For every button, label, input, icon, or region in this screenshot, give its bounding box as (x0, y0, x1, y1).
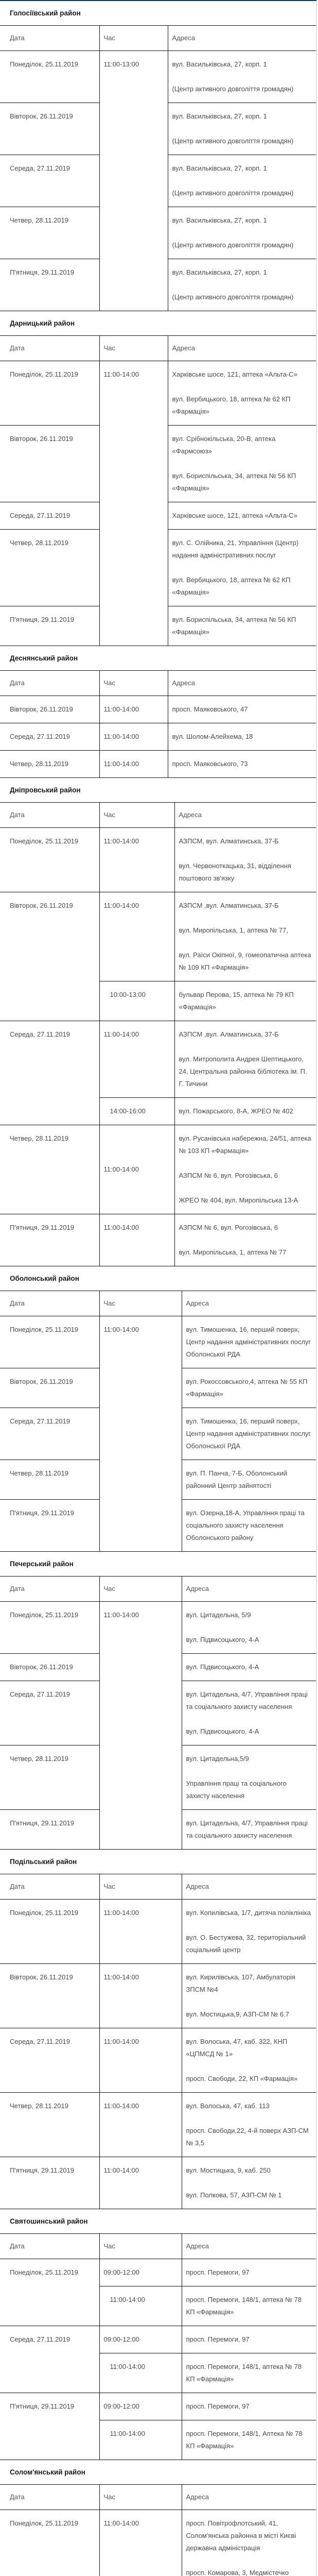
address-line: вул. Цитадельна, 4/7, Управління праці та соціального захисту населення (186, 1688, 312, 1713)
time-cell: 11:00-14:00 (99, 828, 174, 892)
table-row (0, 1900, 316, 1964)
table-header-row (0, 2234, 316, 2259)
address-line: вул. Тимошенка, 16, перший поверх, Центр надання адміністративних послуг Оболонської РДА (186, 1324, 312, 1361)
header-date: Дата (0, 1577, 99, 1602)
address-cell (182, 1500, 316, 1552)
address-line: вул. Рокоссовського,4, аптека № 55 КП «Фармація» (186, 1376, 312, 1400)
address-cell (168, 751, 316, 778)
address-cell (168, 530, 316, 606)
district-title: Дарницький район (0, 311, 316, 336)
schedule-table (0, 1874, 316, 2209)
address-cell (174, 828, 316, 892)
header-address: Адреса (168, 26, 316, 51)
header-date: Дата (0, 1291, 99, 1316)
address-line: вул. Бориспільська, 34, аптека № 56 КП «Фармація» (172, 470, 312, 495)
address-cell (174, 1214, 316, 1266)
header-address: Адреса (168, 671, 316, 696)
address-line: просп. Перемоги, 148/1, Аптека № 78 КП «Фармація» (186, 2428, 312, 2452)
address-line: просп. Перемоги, 148/1, аптека № 78 КП «Фармація» (186, 2361, 312, 2385)
date-cell: Вівторок, 26.11.2019 (0, 892, 99, 1021)
table-header-row (0, 1874, 316, 1900)
header-address: Адреса (182, 2234, 316, 2259)
schedule-table (0, 803, 316, 1266)
date-cell: Четвер, 28.11.2019 (0, 751, 99, 778)
address-cell (168, 502, 316, 530)
address-cell (182, 2393, 316, 2420)
time-cell: 10:00-13:00 (99, 981, 174, 1021)
address-line: вул. П. Панча, 7-Б, Оболонський районний Центр зайнятості (186, 1467, 312, 1492)
header-address: Адреса (182, 1291, 316, 1316)
address-line: вул. Миропільська, 1, аптека № 77, (179, 924, 312, 937)
address-line: ЖРЕО № 404, вул. Миропільська 13-А (179, 1194, 312, 1207)
header-time: Час (99, 1577, 182, 1602)
address-line: вул. Підвисоцького, 4-А (186, 1661, 312, 1673)
address-line: просп. Комарова, 3, Медмістечко (186, 2567, 312, 2576)
address-line: вул. Озерна,18-А, Управління праці та соціального захисту населення Оболонського району (186, 1507, 312, 1544)
table-row (0, 1021, 316, 1098)
address-cell (168, 696, 316, 723)
address-line: просп. Перемоги, 97 (186, 2333, 312, 2346)
time-cell: 11:00-14:00 (99, 1214, 174, 1266)
date-cell: Вівторок, 26.11.2019 (0, 696, 99, 723)
date-cell: Середа, 27.11.2019 (0, 723, 99, 751)
address-line: просп. Повітрофлотський, 41, Солом'янська районна в місті Києві державна адміністрація (186, 2517, 312, 2554)
header-time: Час (99, 336, 168, 361)
address-line: Управління праці та соціального захисту населення (186, 1777, 312, 1802)
table-row (0, 361, 316, 426)
district-title: Оболонський район (0, 1266, 316, 1291)
time-cell: 11:00-14:00 (99, 1964, 182, 2028)
time-cell: 11:00-14:00 (99, 1021, 174, 1098)
time-cell: 11:00-14:00 (99, 723, 168, 751)
time-cell: 11:00-13:00 (99, 51, 168, 311)
time-cell: 11:00-14:00 (99, 1125, 174, 1214)
table-row (0, 828, 316, 892)
date-cell: П'ятниця, 29.11.2019 (0, 259, 99, 311)
time-cell: 11:00-14:00 (99, 1602, 182, 1850)
address-cell (182, 1654, 316, 1681)
district-section (0, 1, 316, 311)
address-cell (168, 426, 316, 502)
address-cell (182, 1602, 316, 1654)
district-section (0, 2460, 316, 2576)
address-cell (168, 155, 316, 207)
address-line: (Центр активного довголіття громадян) (172, 291, 312, 303)
address-line: вул. Червоноткацька, 31, відділення поштового зв'язку (179, 860, 312, 885)
date-cell: Понеділок, 25.11.2019 (0, 1316, 99, 1368)
table-row (0, 2028, 316, 2093)
header-address: Адреса (168, 336, 316, 361)
header-address: Адреса (182, 1577, 316, 1602)
address-line: вул. Васильківська, 27, корп. 1 (172, 266, 312, 279)
address-cell (182, 1316, 316, 1368)
header-time: Час (99, 1874, 182, 1900)
schedule-table (0, 671, 316, 778)
table-header-row (0, 803, 316, 828)
header-time: Час (99, 2234, 182, 2259)
address-cell (174, 1021, 316, 1098)
schedule-table (0, 2234, 316, 2460)
district-section (0, 1552, 316, 1850)
address-line: вул. Пожарського, 8-А, ЖРЕО № 402 (179, 1105, 312, 1117)
header-time: Час (99, 671, 168, 696)
address-cell (182, 2259, 316, 2286)
address-cell (168, 259, 316, 311)
address-line: бульвар Перова, 15, аптека № 79 КП «Фармація» (179, 989, 312, 1013)
address-line: просп. Перемоги, 97 (186, 2400, 312, 2413)
table-row (0, 1125, 316, 1214)
header-date: Дата (0, 1874, 99, 1900)
date-cell: Середа, 27.11.2019 (0, 2326, 99, 2393)
address-line: вул. Волоська, 47, каб. 113 (186, 2100, 312, 2112)
date-cell: Четвер, 28.11.2019 (0, 207, 99, 259)
date-cell: Середа, 27.11.2019 (0, 1681, 99, 1745)
address-line: вул. Раїси Окіпної, 9, гомеопатична аптека № 109 КП «Фармація» (179, 949, 312, 974)
address-cell (168, 51, 316, 103)
date-cell: Середа, 27.11.2019 (0, 1408, 99, 1460)
table-row (0, 2157, 316, 2209)
address-cell (182, 2028, 316, 2093)
table-row (0, 1602, 316, 1654)
table-row (0, 751, 316, 778)
table-header-row (0, 26, 316, 51)
date-cell: Четвер, 28.11.2019 (0, 1745, 99, 1810)
address-line: вул. Полкова, 57, АЗП-СМ № 1 (186, 2189, 312, 2201)
header-date: Дата (0, 2234, 99, 2259)
address-line: вул. Підвисоцького, 4-А (186, 1634, 312, 1646)
address-cell (182, 2326, 316, 2353)
address-line: вул. О. Бестужева, 32, територіальний соціальний центр (186, 1931, 312, 1956)
address-line: вул. Шолом-Алейхема, 18 (172, 731, 312, 743)
date-cell: П'ятниця, 29.11.2019 (0, 1500, 99, 1552)
date-cell: П'ятниця, 29.11.2019 (0, 606, 99, 646)
district-section (0, 1266, 316, 1552)
address-cell (174, 892, 316, 981)
address-cell (182, 2510, 316, 2576)
address-line: вул. Миропільська, 1, аптека № 77 (179, 1246, 312, 1259)
address-cell (182, 1964, 316, 2028)
address-line: просп. Перемоги, 97 (186, 2266, 312, 2279)
date-cell: Вівторок, 26.11.2019 (0, 1368, 99, 1408)
address-line: просп. Свободи, 22, КП «Фармація» (186, 2073, 312, 2085)
table-row (0, 2510, 316, 2576)
address-cell (182, 1368, 316, 1408)
address-cell (174, 981, 316, 1021)
address-line: Харківське шосе, 121, аптека «Альта-С» (172, 510, 312, 522)
address-line: вул. Копилівська, 1/7, дитяча поліклініка (186, 1907, 312, 1919)
address-line: вул. Бориспільська, 34, аптека № 56 КП «Фармація» (172, 614, 312, 638)
address-cell (168, 207, 316, 259)
address-cell (182, 1900, 316, 1964)
time-cell: 14:00-16:00 (99, 1098, 174, 1125)
address-line: вул. Цитадельна,5/9 (186, 1753, 312, 1765)
table-row (0, 696, 316, 723)
address-line: (Центр активного довголіття громадян) (172, 239, 312, 251)
date-cell: Вівторок, 26.11.2019 (0, 1964, 99, 2028)
header-address: Адреса (182, 2485, 316, 2510)
address-cell (174, 1125, 316, 1214)
address-line: вул. Цитадельна, 5/9 (186, 1609, 312, 1621)
address-line: (Центр активного довголіття громадян) (172, 83, 312, 95)
address-line: вул. Васильківська, 27, корп. 1 (172, 110, 312, 123)
district-title: Деснянський район (0, 646, 316, 671)
table-row (0, 2326, 316, 2353)
address-cell (174, 1098, 316, 1125)
table-row (0, 1964, 316, 2028)
header-time: Час (99, 26, 168, 51)
district-title: Голосіївський район (0, 1, 316, 26)
address-cell (168, 103, 316, 155)
time-cell: 11:00-14:00 (99, 2157, 182, 2209)
time-cell: 11:00-14:00 (99, 2028, 182, 2093)
date-cell: Понеділок, 25.11.2019 (0, 51, 99, 103)
address-line: Харківське шосе, 121, аптека «Альта-С» (172, 368, 312, 381)
address-line: просп. Маяковського, 47 (172, 703, 312, 716)
time-cell: 11:00-14:00 (99, 696, 168, 723)
address-line: вул. Тимошенка, 16, перший поверх, Центр надання адміністративних послуг Оболонської РДА (186, 1415, 312, 1452)
address-cell (182, 1681, 316, 1745)
time-cell: 11:00-14:00 (99, 2510, 182, 2576)
address-line: вул. Мостицька,9, АЗП-СМ № 6.7 (186, 2008, 312, 2021)
address-line: вул. Русанівська набережна, 24/51, аптека № 103 КП «Фармація» (179, 1132, 312, 1157)
address-line: вул. Підвисоцького, 4-А (186, 1725, 312, 1738)
address-cell (182, 1408, 316, 1460)
header-address: Адреса (182, 1874, 316, 1900)
address-cell (168, 723, 316, 751)
address-cell (182, 2420, 316, 2460)
time-cell: 09:00-12:00 (99, 2326, 182, 2353)
date-cell: Середа, 27.11.2019 (0, 155, 99, 207)
date-cell: Середа, 27.11.2019 (0, 2028, 99, 2093)
table-header-row (0, 2485, 316, 2510)
address-line: вул. Цитадельна, 4/7, Управління праці та соціального захисту населення (186, 1817, 312, 1842)
date-cell: Четвер, 28.11.2019 (0, 1125, 99, 1214)
address-cell (168, 361, 316, 426)
schedule-table (0, 26, 316, 311)
date-cell: П'ятниця, 29.11.2019 (0, 2157, 99, 2209)
header-date: Дата (0, 2485, 99, 2510)
address-line: вул. Васильківська, 27, корп. 1 (172, 162, 312, 175)
table-header-row (0, 1291, 316, 1316)
address-line: вул. Волоська, 47, каб. 322, КНП «ЦПМСД № 1» (186, 2036, 312, 2060)
header-address: Адреса (174, 803, 316, 828)
date-cell: П'ятниця, 29.11.2019 (0, 2393, 99, 2460)
table-row (0, 1316, 316, 1368)
date-cell: П'ятниця, 29.11.2019 (0, 1214, 99, 1266)
address-cell (182, 2286, 316, 2326)
address-line: (Центр активного довголіття громадян) (172, 135, 312, 147)
header-time: Час (99, 2485, 182, 2510)
address-line: просп. Перемоги, 148/1, аптека № 78 КП «Фармація» (186, 2294, 312, 2318)
address-line: вул. Мостицька, 9, каб. 250 (186, 2164, 312, 2177)
time-cell: 11:00-14:00 (99, 2093, 182, 2157)
time-cell: 11:00-14:00 (99, 1900, 182, 1964)
address-line: вул. Митрополита Андрея Шептицького, 24, Центральна районна бібліотека ім. П. Г. Тичини (179, 1053, 312, 1090)
time-cell: 11:00-14:00 (99, 1316, 182, 1552)
address-cell (182, 1745, 316, 1810)
address-line: вул. Срібнокільська, 20-В, аптека «Фармсоюз» (172, 433, 312, 457)
date-cell: Четвер, 28.11.2019 (0, 1460, 99, 1500)
address-cell (182, 1460, 316, 1500)
table-row (0, 51, 316, 103)
table-row (0, 1214, 316, 1266)
district-title: Солом'янський район (0, 2460, 316, 2485)
schedule-table (0, 2485, 316, 2576)
date-cell: Понеділок, 25.11.2019 (0, 1900, 99, 1964)
time-cell: 09:00-12:00 (99, 2393, 182, 2420)
date-cell: Понеділок, 25.11.2019 (0, 361, 99, 426)
header-date: Дата (0, 803, 99, 828)
address-line: АЗПСМ ,вул. Алматинська, 37-Б (179, 1028, 312, 1041)
address-cell (168, 606, 316, 646)
district-section (0, 778, 316, 1266)
address-line: просп. Маяковського, 73 (172, 758, 312, 770)
header-date: Дата (0, 26, 99, 51)
district-title: Дніпровський район (0, 778, 316, 803)
district-title: Подільський район (0, 1850, 316, 1874)
schedule-table (0, 1291, 316, 1552)
address-line: АЗПСМ № 6, вул. Рогозівська, 6 (179, 1222, 312, 1234)
table-header-row (0, 336, 316, 361)
date-cell: Понеділок, 25.11.2019 (0, 828, 99, 892)
address-line: АЗПСМ, вул. Алматинська, 37-Б (179, 835, 312, 848)
address-cell (182, 1810, 316, 1850)
table-header-row (0, 671, 316, 696)
address-line: АЗПСМ № 6, вул. Рогозівська, 6 (179, 1170, 312, 1182)
time-cell: 09:00-12:00 (99, 2259, 182, 2286)
address-line: вул. Кирилівська, 107, Амбулаторія ЗПСМ №4 (186, 1971, 312, 1996)
header-date: Дата (0, 671, 99, 696)
address-cell (182, 2157, 316, 2209)
address-cell (182, 2353, 316, 2393)
date-cell: Середа, 27.11.2019 (0, 1021, 99, 1125)
time-cell: 11:00-14:00 (99, 361, 168, 646)
header-time: Час (99, 803, 174, 828)
schedule-table (0, 1577, 316, 1850)
table-row (0, 2259, 316, 2286)
date-cell: П'ятниця, 29.11.2019 (0, 1810, 99, 1850)
header-time: Час (99, 1291, 182, 1316)
date-cell: Середа, 27.11.2019 (0, 502, 99, 530)
address-line: просп. Свободи,22, 4-й поверх АЗП-СМ № 3,5 (186, 2125, 312, 2149)
date-cell: Вівторок, 26.11.2019 (0, 103, 99, 155)
address-line: вул. С. Олійника, 21, Управління (Центр) надання адміністративних послуг (172, 537, 312, 562)
table-header-row (0, 1577, 316, 1602)
date-cell: Понеділок, 25.11.2019 (0, 1602, 99, 1654)
date-cell: Понеділок, 25.11.2019 (0, 2259, 99, 2326)
date-cell: Вівторок, 26.11.2019 (0, 1654, 99, 1681)
district-section (0, 311, 316, 646)
district-section (0, 2209, 316, 2460)
schedule-table (0, 336, 316, 646)
address-line: вул. Вербицького, 18, аптека № 62 КП «Фармація» (172, 393, 312, 418)
address-line: вул. Васильківська, 27, корп. 1 (172, 214, 312, 227)
date-cell: Вівторок, 26.11.2019 (0, 426, 99, 502)
district-section (0, 646, 316, 778)
time-cell: 11:00-14:00 (99, 892, 174, 981)
district-section (0, 1850, 316, 2209)
date-cell: Понеділок, 25.11.2019 (0, 2510, 99, 2576)
address-line: вул. Васильківська, 27, корп. 1 (172, 58, 312, 71)
table-row (0, 723, 316, 751)
address-line: (Центр активного довголіття громадян) (172, 187, 312, 199)
table-row (0, 2393, 316, 2420)
time-cell: 11:00-14:00 (99, 2286, 182, 2326)
district-title: Печерський район (0, 1552, 316, 1577)
table-row (0, 892, 316, 981)
address-line: вул. Вербицького, 18, аптека № 62 КП «Фармація» (172, 574, 312, 599)
address-cell (182, 2093, 316, 2157)
time-cell: 11:00-14:00 (99, 2420, 182, 2460)
table-row (0, 2093, 316, 2157)
date-cell: Четвер, 28.11.2019 (0, 530, 99, 606)
time-cell: 11:00-14:00 (99, 751, 168, 778)
date-cell: Четвер, 28.11.2019 (0, 2093, 99, 2157)
district-title: Святошинський район (0, 2209, 316, 2234)
header-date: Дата (0, 336, 99, 361)
address-line: АЗПСМ ,вул. Алматинська, 37-Б (179, 900, 312, 912)
time-cell: 11:00-14:00 (99, 2353, 182, 2393)
